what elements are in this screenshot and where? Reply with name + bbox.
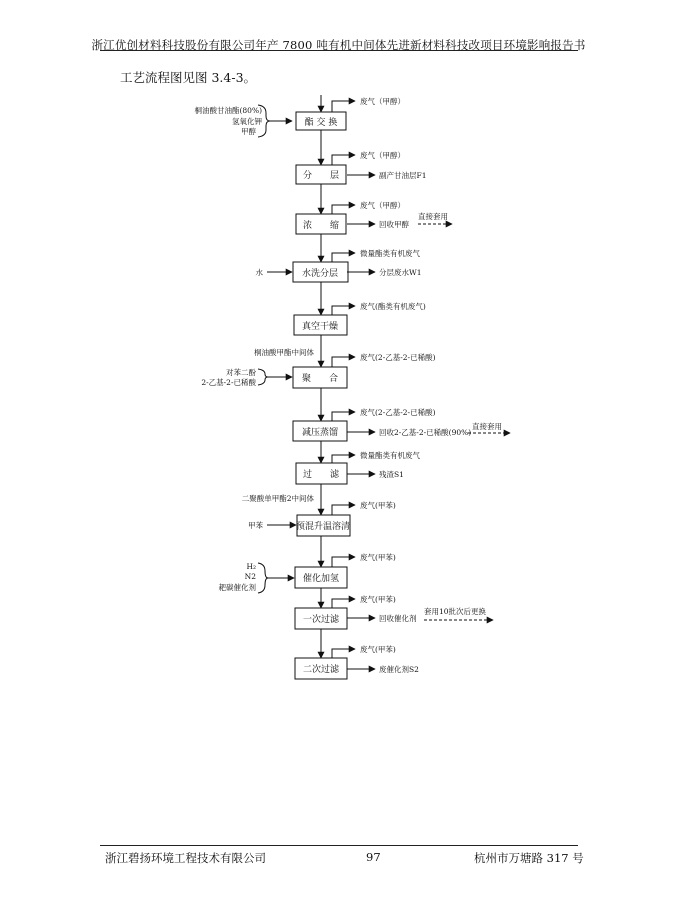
step-label-10: 催化加氢	[302, 574, 340, 584]
gas-label: 微量酯类有机废气	[360, 249, 420, 258]
input-label: 桐油酸甘油酯(80%)	[194, 106, 262, 115]
flow-connector	[332, 412, 355, 421]
output-label: 回收2-乙基-2-已稀酸(90%)	[379, 428, 472, 437]
flow-connector	[258, 369, 268, 385]
gas-label: 废气(甲苯)	[360, 553, 396, 562]
input-label: 对苯二酚	[226, 368, 256, 377]
gas-label: 废气（甲醇）	[360, 201, 405, 210]
gas-label: 废气（甲醇）	[360, 151, 405, 160]
input-label: 耙碳催化剂	[218, 583, 256, 592]
step-label-12: 二次过滤	[302, 665, 340, 675]
flow-connector	[332, 357, 355, 367]
input-label: N2	[244, 572, 256, 581]
gas-label: 废气(甲苯)	[360, 595, 396, 604]
flow-connector	[332, 649, 355, 658]
step-label-5: 真空干燥	[301, 322, 339, 332]
flow-connector	[332, 205, 355, 214]
output-label: 直接套用	[472, 422, 502, 431]
step-label-7: 减压蒸馏	[301, 428, 339, 438]
gas-label: 废气(2-乙基-2-已稀酸)	[360, 408, 436, 417]
flow-connector	[332, 505, 355, 515]
step-label-6: 聚 合	[301, 374, 339, 384]
step-label-8: 过 滤	[302, 470, 340, 480]
gas-label: 废气(甲苯)	[360, 501, 396, 510]
flow-connector	[332, 455, 355, 463]
gas-label: 废气（甲醇）	[360, 97, 405, 106]
step-label-9: 预混升温溶清	[295, 522, 351, 532]
flow-connector	[332, 155, 355, 165]
output-label: 回收催化剂	[379, 614, 417, 623]
gas-label: 微量酯类有机废气	[360, 451, 420, 460]
footer-company: 浙江碧扬环境工程技术有限公司	[105, 851, 266, 865]
gas-label: 废气(酯类有机废气)	[360, 302, 426, 311]
input-label: 水	[255, 268, 263, 277]
output-label: 废催化剂S2	[379, 665, 419, 674]
input-label: 甲苯	[248, 521, 263, 530]
output-label: 套用10批次后更换	[424, 607, 487, 616]
step-label-11: 一次过滤	[302, 615, 340, 625]
input-label: 桐油酸甲酯中间体	[254, 348, 314, 357]
page-number: 97	[366, 850, 381, 864]
input-label: 氢氧化钾	[232, 117, 262, 126]
footer-address: 杭州市万塘路 317 号	[474, 851, 584, 865]
output-label: 残渣S1	[379, 470, 404, 479]
input-label: 2-乙基-2-已稀酸	[201, 378, 256, 387]
output-label: 分层废水W1	[379, 268, 422, 277]
page-header: 浙江优创材料科技股份有限公司年产 7800 吨有机中间体先进新材料科技改项目环境影响报告书	[91, 38, 586, 52]
step-label-2: 分 层	[302, 171, 340, 181]
footer-rule	[100, 845, 578, 846]
intro-text: 工艺流程图见图 3.4-3。	[120, 70, 257, 85]
flow-connector	[332, 101, 355, 112]
output-label: 直接套用	[418, 212, 448, 221]
flow-connector	[332, 253, 355, 262]
input-label: 甲醇	[241, 127, 256, 136]
flow-connector	[258, 563, 268, 593]
gas-label: 废气(甲苯)	[360, 645, 396, 654]
flow-connector	[332, 557, 355, 567]
gas-label: 废气(2-乙基-2-已稀酸)	[360, 353, 436, 362]
step-label-4: 水洗分层	[301, 269, 339, 279]
output-label: 副产甘油层F1	[379, 171, 427, 180]
step-label-3: 浓 缩	[302, 221, 340, 231]
step-label-1: 酯 交 换	[304, 118, 338, 128]
output-label: 回收甲醇	[379, 220, 409, 229]
flow-connector	[332, 599, 355, 608]
input-label: H₂	[246, 562, 256, 571]
input-label: 二聚酸单甲酯2中间体	[241, 494, 314, 503]
flow-connector	[332, 306, 355, 315]
